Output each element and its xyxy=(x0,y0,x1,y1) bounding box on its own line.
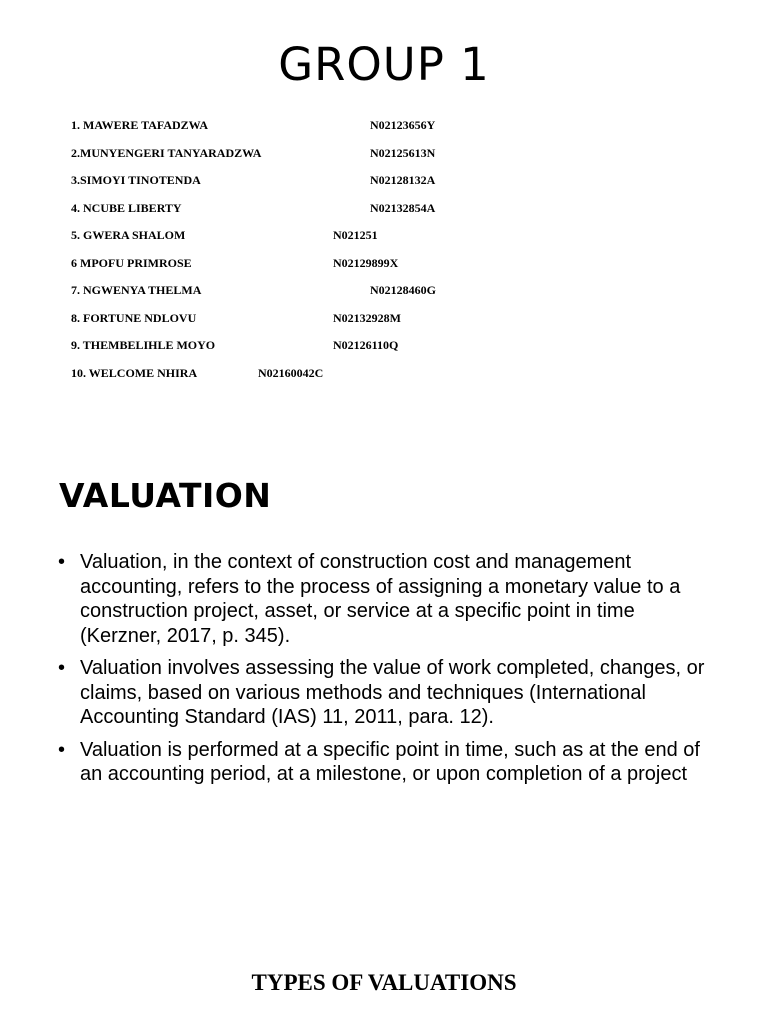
bullet-item xyxy=(58,656,708,730)
member-id: N02128132A xyxy=(370,173,436,187)
member-name: 8. FORTUNE NDLOVU xyxy=(71,310,197,325)
member-name: 9. THEMBELIHLE MOYO xyxy=(71,338,216,352)
member-id: N021251 xyxy=(333,228,378,242)
member-list xyxy=(71,117,691,392)
bullet-text: Valuation, in the context of construction cost and management accounting, refers to the process of assigning a monetary value to a construction project, asset, or service at a specific point in time (Kerzner, 2017, p. 345). xyxy=(80,551,681,647)
member-name: 3.SIMOYI TINOTENDA xyxy=(71,173,201,187)
member-row xyxy=(71,310,691,338)
member-id: N02128460G xyxy=(370,283,436,297)
member-row xyxy=(71,337,691,365)
member-name: 6 MPOFU PRIMROSE xyxy=(71,255,192,270)
member-name: 10. WELCOME NHIRA xyxy=(71,365,198,380)
bullet-text: Valuation is performed at a specific point in time, such as at the end of an accounting period, at a milestone, or upon completion of a project xyxy=(80,738,700,785)
member-name: 4. NCUBE LIBERTY xyxy=(71,200,182,215)
group-title: GROUP 1 xyxy=(278,38,490,91)
member-name: 5. GWERA SHALOM xyxy=(71,228,186,242)
member-id: N02123656Y xyxy=(370,118,436,132)
member-id: N02129899X xyxy=(333,255,399,270)
bullet-icon: • xyxy=(58,657,66,679)
bullet-item xyxy=(58,550,708,648)
member-name: 7. NGWENYA THELMA xyxy=(71,283,202,297)
bullet-icon: • xyxy=(58,738,66,761)
valuation-heading: VALUATION xyxy=(59,476,272,515)
types-heading: TYPES OF VALUATIONS xyxy=(251,970,517,995)
member-row xyxy=(71,172,691,200)
member-id: N02160042C xyxy=(258,365,324,380)
bullet-text: Valuation involves assessing the value of work completed, changes, or claims, based on various methods and techniques (International Accounting Standard (IAS) 11, 2011, para. 12). xyxy=(80,657,705,728)
member-id: N02125613N xyxy=(370,145,436,160)
member-row xyxy=(71,200,691,228)
member-id: N02132928M xyxy=(333,310,401,325)
valuation-bullet-list xyxy=(58,550,708,795)
member-row xyxy=(71,255,691,283)
member-row xyxy=(71,227,691,255)
bullet-icon: • xyxy=(58,551,66,573)
member-row xyxy=(71,117,691,145)
member-name: 1. MAWERE TAFADZWA xyxy=(71,118,209,132)
member-name: 2.MUNYENGERI TANYARADZWA xyxy=(71,145,262,160)
member-row xyxy=(71,282,691,310)
member-id: N02132854A xyxy=(370,200,436,215)
member-row xyxy=(71,145,691,173)
member-row xyxy=(71,365,691,393)
bullet-item xyxy=(58,738,708,787)
member-id: N02126110Q xyxy=(333,338,399,352)
